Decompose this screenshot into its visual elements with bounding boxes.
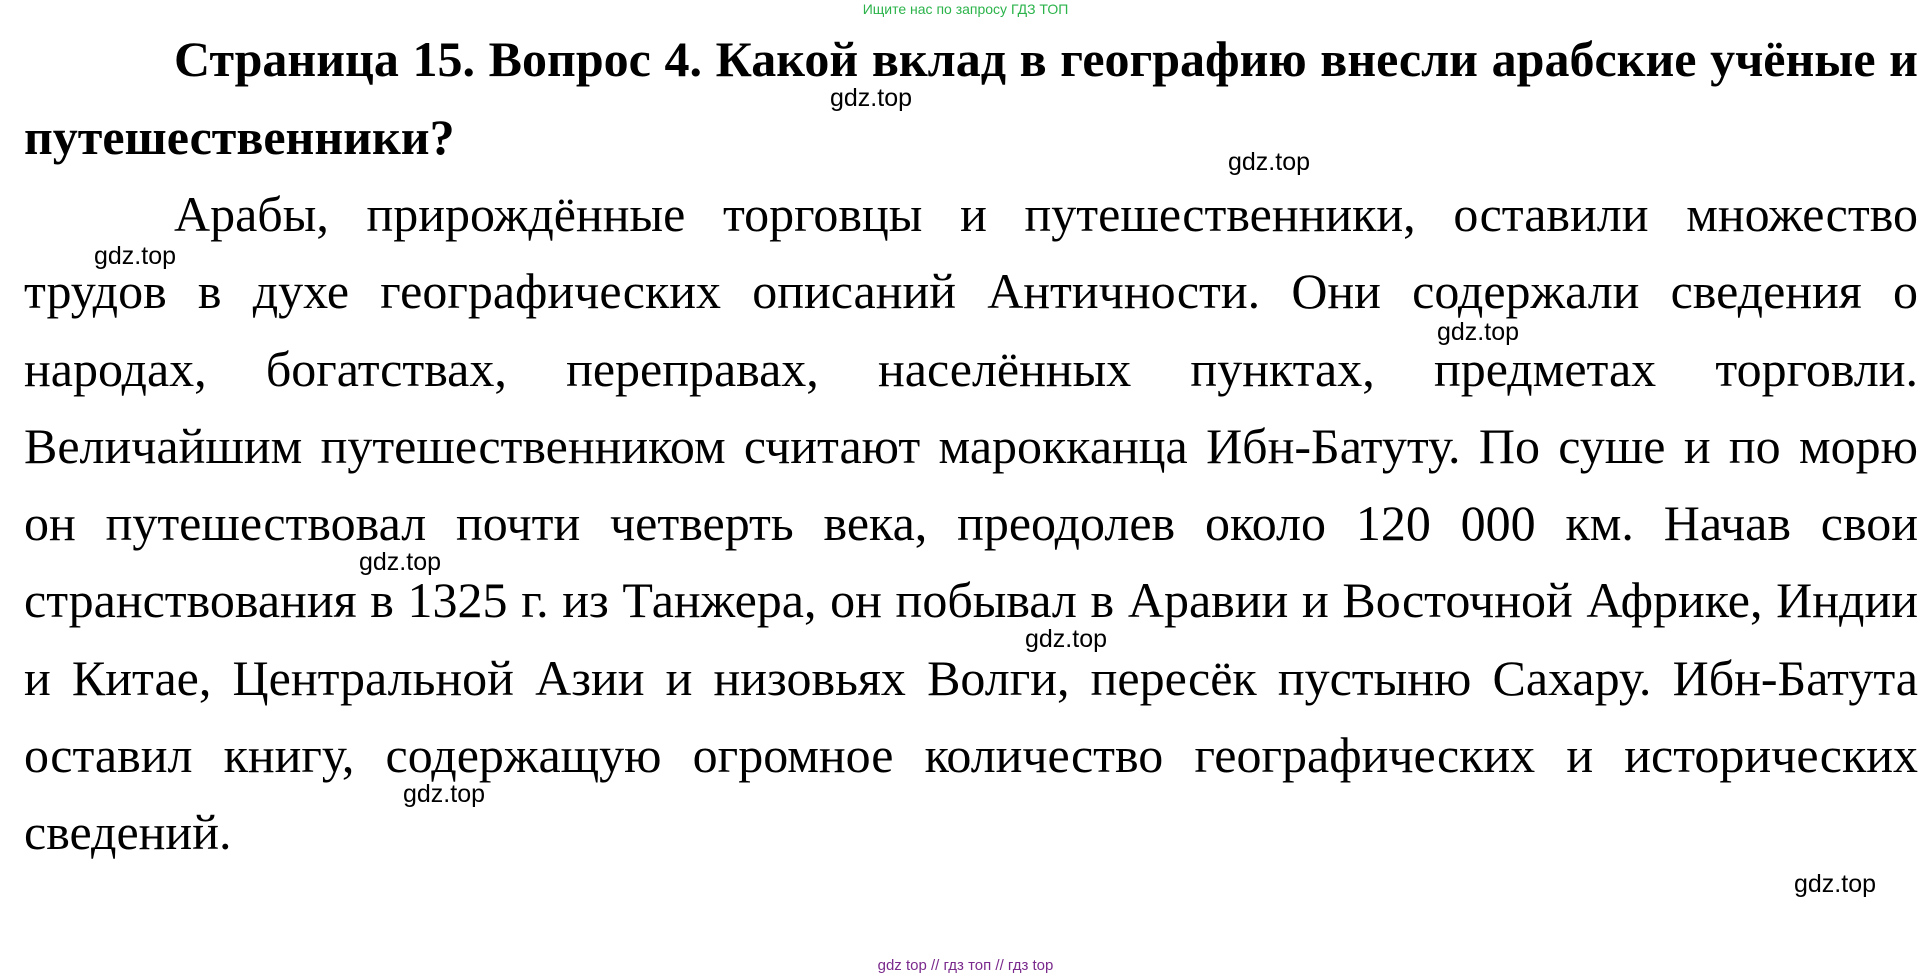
watermark: gdz.top: [403, 780, 486, 808]
question-heading: Страница 15. Вопрос 4. Какой вклад в географию внесли арабские учёные и путешественники?: [24, 31, 1918, 165]
footer-watermark: gdz top // гдз топ // гдз top: [877, 957, 1054, 974]
answer-paragraph: Арабы, прирождённые торговцы и путешественники, оставили множество трудов в духе географических описаний Античности. Они содержали сведения о народах, богатствах, переправах, населённых пунктах, предметах торговли. Величайшим путешественником считают марокканца Ибн-Батуту. По суше и по морю он путешествовал почти четверть века, преодолев около 120 000 км. Начав свои странствования в 1325 г. из Танжера, он побывал в Аравии и Восточной Африке, Индии и Китае, Центральной Азии и низовьях Волги, пересёк пустыню Сахару. Ибн-Батута оставил книгу, содержащую огромное количество географических и исторических сведений.: [24, 186, 1918, 861]
page-content: [24, 20, 1918, 872]
top-banner: Ищите нас по запросу ГДЗ ТОП: [862, 1, 1069, 17]
watermark: gdz.top: [359, 548, 442, 576]
watermark: gdz.top: [94, 242, 177, 270]
watermark: gdz.top: [1794, 870, 1877, 898]
watermark: gdz.top: [830, 84, 913, 112]
watermark: gdz.top: [1025, 625, 1108, 653]
watermark: gdz.top: [1228, 148, 1311, 176]
watermark: gdz.top: [1437, 318, 1520, 346]
